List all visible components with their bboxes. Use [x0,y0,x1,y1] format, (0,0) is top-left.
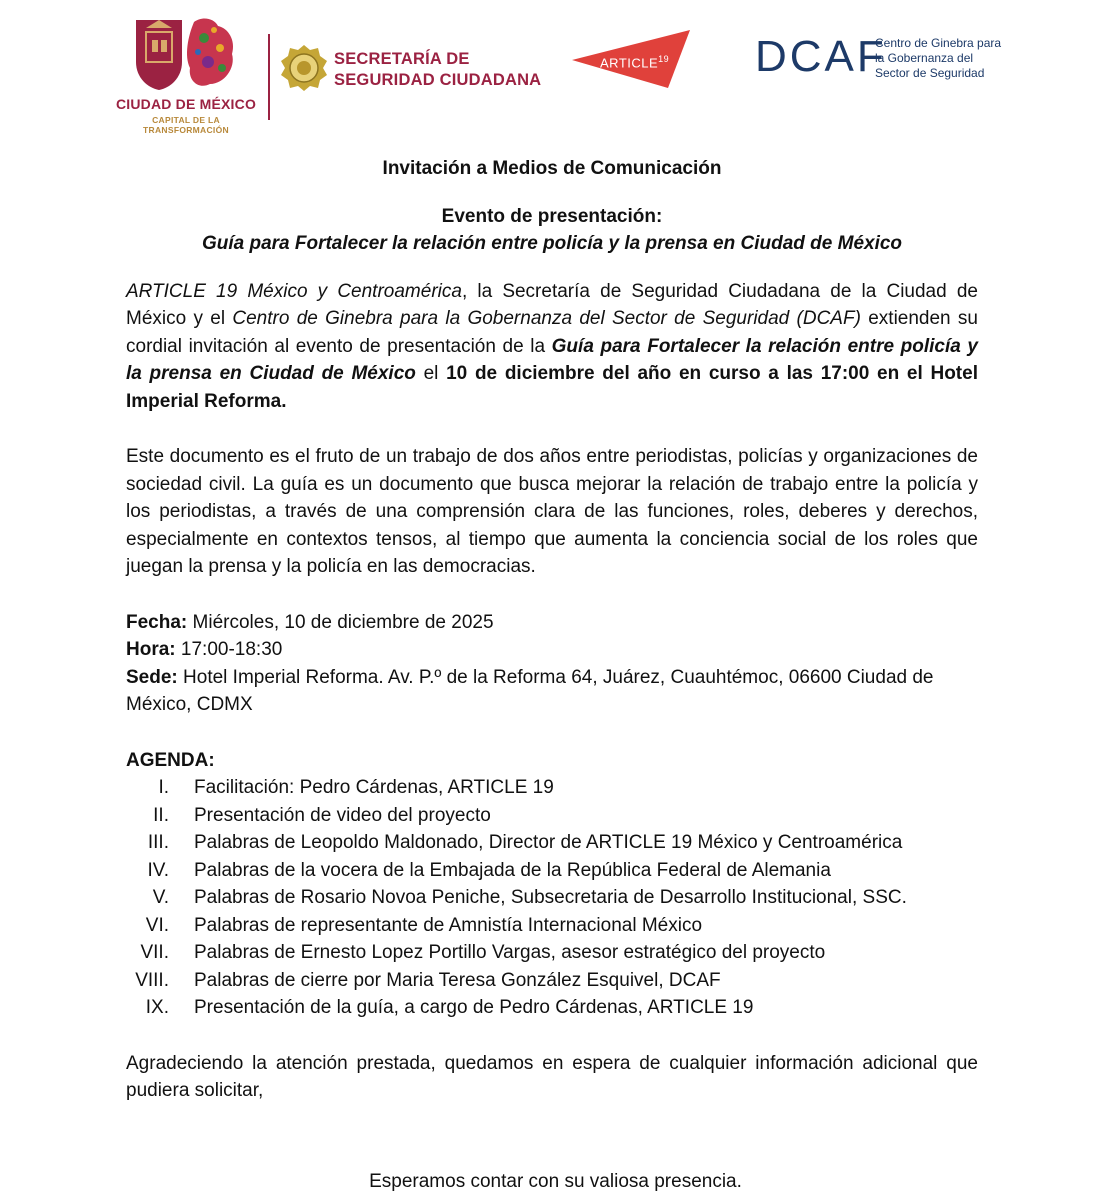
agenda-number: IV. [147,859,169,881]
detail-date [126,609,978,637]
intro-guide-title: Guía para Fortalecer la relación entre policía y la prensa en Ciudad de México [126,335,978,384]
event-details [126,609,978,719]
cdmx-name: CIUDAD DE MÉXICO [115,96,257,112]
agenda-item [126,939,978,967]
agenda-text: Palabras de cierre por Maria Teresa González Esquivel, DCAF [194,969,721,991]
agenda-text: Palabras de Ernesto Lopez Portillo Vargas, asesor estratégico del proyecto [194,942,826,963]
dcaf-line3: Sector de Seguridad [875,66,985,80]
cdmx-emblem-icon [132,14,242,92]
dcaf-subtitle [875,36,1001,81]
intro-text-3: el [415,363,447,384]
agenda-text: Palabras de representante de Amnistía Internacional México [194,914,703,936]
event-label: Evento de presentación: [441,205,663,227]
agenda-text: Facilitación: Pedro Cárdenas, ARTICLE 19 [194,777,554,798]
org-article19: ARTICLE 19 México y Centroamérica [126,280,462,302]
intro-paragraph [126,278,978,416]
intro-date-venue: 10 de diciembre del año en curso a las 17:00 en el Hotel Imperial Reforma. [126,363,978,412]
time-label: Hora: [126,639,176,660]
dcaf-logo [755,34,1015,84]
event-heading [126,203,978,258]
invitation-document [126,155,978,1105]
ssc-line2: SEGURIDAD CIUDADANA [334,71,542,89]
agenda-number: I. [158,777,169,798]
agenda-number: III. [147,832,169,853]
agenda-item [126,829,978,857]
org-dcaf: Centro de Ginebra para la Gobernanza del Sector de Seguridad (DCAF) [232,308,861,329]
article19-text [600,54,669,70]
date-label: Fecha: [126,611,188,633]
agenda-title: AGENDA: [126,749,215,771]
document-title: Invitación a Medios de Comunicación [382,158,722,179]
agenda-number: IX. [145,997,169,1018]
closing-paragraph: Agradeciendo la atención prestada, quedamos en espera de cualquier información adicional que pudiera solicitar, [126,1052,978,1101]
intro-text-1: , la Secretaría de Seguridad Ciudadana de la Ciudad de México y el [126,280,978,329]
agenda-number: VII. [140,942,169,963]
time-value: 17:00-18:30 [175,639,283,660]
agenda-item [126,884,978,912]
detail-venue [126,664,978,719]
agenda-text: Palabras de Rosario Novoa Peniche, Subsecretaria de Desarrollo Institucional, SSC. [194,887,907,908]
agenda-list [126,774,978,1022]
logo-divider [268,34,270,120]
event-guide-title: Guía para Fortalecer la relación entre policía y la prensa en Ciudad de México [201,233,903,254]
header-logos [0,0,1111,140]
date-value: Miércoles, 10 de diciembre de 2025 [187,611,494,633]
ssc-line1: SECRETARÍA DE [334,50,470,68]
agenda-number: VIII. [135,969,169,991]
agenda-text: Presentación de video del proyecto [194,804,491,826]
dcaf-line2: la Gobernanza del [875,51,974,65]
farewell-line: Esperamos contar con su valiosa presencia. [369,1171,742,1192]
dcaf-line1: Centro de Ginebra para [875,36,1002,50]
agenda-item [126,774,978,802]
ssc-seal-icon [280,44,328,92]
cdmx-tagline: CAPITAL DE LA TRANSFORMACIÓN [143,115,229,135]
agenda-number: VI. [145,914,169,936]
agenda-item [126,994,978,1022]
cdmx-logo [110,14,262,135]
agenda-text: Palabras de Leopoldo Maldonado, Director de ARTICLE 19 México y Centroamérica [194,832,903,853]
intro-text-2: extienden su cordial invitación al evento de presentación de la [126,308,978,357]
ssc-text [334,49,541,91]
agenda-text: Presentación de la guía, a cargo de Pedro Cárdenas, ARTICLE 19 [194,997,754,1018]
ssc-logo [280,42,550,98]
agenda-number: II. [153,804,169,826]
agenda-number: V. [152,887,169,908]
article19-number: 19 [658,54,670,64]
agenda-item [126,967,978,995]
dcaf-acronym: DCAF [755,32,887,81]
agenda-text: Palabras de la vocera de la Embajada de la República Federal de Alemania [194,859,831,881]
venue-value: Hotel Imperial Reforma. Av. P.º de la Reforma 64, Juárez, Cuauhtémoc, 06600 Ciudad de México, CDMX [126,666,934,715]
detail-time [126,636,978,664]
body-paragraph: Este documento es el fruto de un trabajo de dos años entre periodistas, policías y organizaciones de sociedad civil. La guía es un documento que busca mejorar la relación de trabajo entre la policía y los periodistas, a través de una comprensión clara de las funciones, roles, deberes y derechos, especialmente en contextos tensos, al tiempo que aumenta la conciencia social de los roles que juegan la prensa y la policía en las democracias. [126,446,978,577]
venue-label: Sede: [126,666,178,688]
agenda-item [126,802,978,830]
article19-logo [570,28,692,90]
article19-name: ARTICLE [600,55,659,71]
agenda-item [126,912,978,940]
agenda-item [126,857,978,885]
